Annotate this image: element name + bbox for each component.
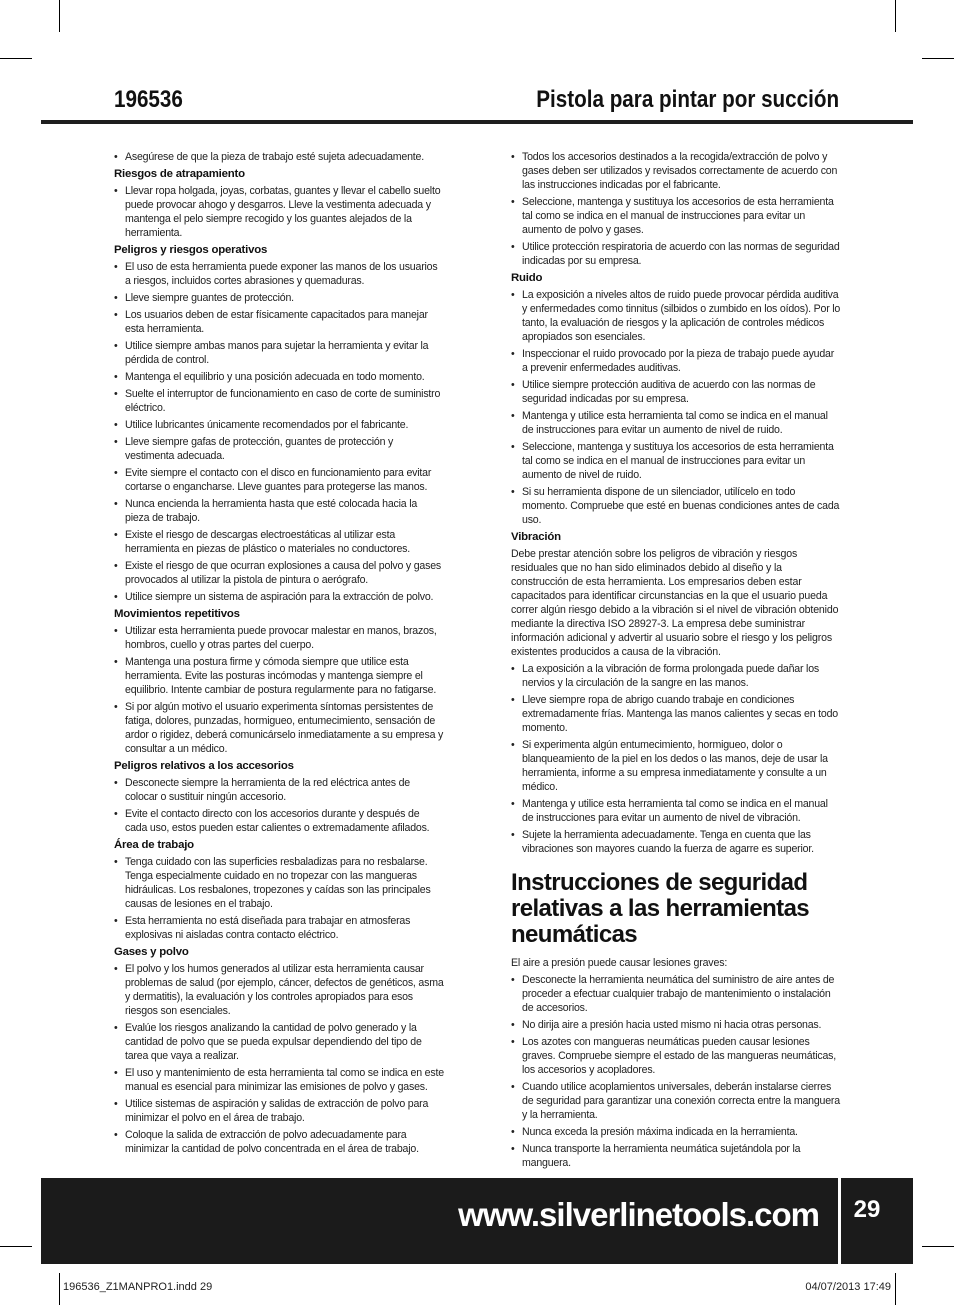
bullet-list bbox=[114, 624, 444, 756]
bullet-item: • Mantenga y utilice esta herramienta tal como se indica en el manual de instrucciones para evitar un aumento de nivel de vibración. bbox=[511, 797, 841, 825]
crop-mark bbox=[895, 0, 896, 32]
crop-mark bbox=[59, 0, 60, 32]
bullet-item: • Desconecte siempre la herramienta de la red eléctrica antes de colocar o sustituir ningún accesorio. bbox=[114, 776, 444, 804]
bullet-item: • Evite el contacto directo con los accesorios durante y después de cada uso, estos pueden estar calientes o extremadamente afilados. bbox=[114, 807, 444, 835]
bullet-item: • Desconecte la herramienta neumática del suministro de aire antes de proceder a efectuar cualquier trabajo de mantenimiento o instalación de accesorios. bbox=[511, 973, 841, 1015]
bullet-item: • La exposición a niveles altos de ruido puede provocar pérdida auditiva y enfermedades como tinnitus (silbidos o zumbido en los oídos). Por lo tanto, la evaluación de riesgos y la aplicación de controles médicos apropiados son esenciales. bbox=[511, 288, 841, 344]
bullet-item: • Si por algún motivo el usuario experimenta síntomas persistentes de fatiga, dolores, punzadas, hormigueo, entumecimiento, sensación de ardor o rigidez, deberá comunicárselo inmediatamente a su empresa y consultar a un médico. bbox=[114, 700, 444, 756]
slug-filename: 196536_Z1MANPRO1.indd 29 bbox=[63, 1281, 213, 1293]
bullet-list bbox=[511, 973, 841, 1170]
header-rule bbox=[41, 120, 913, 124]
bullet-item: • Coloque la salida de extracción de polvo adecuadamente para minimizar la cantidad de polvo concentrada en el área de trabajo. bbox=[114, 1128, 444, 1156]
crop-mark bbox=[59, 1273, 60, 1305]
bullet-item: • Esta herramienta no está diseñada para trabajar en atmosferas explosivas ni aisladas contra contacto eléctrico. bbox=[114, 914, 444, 942]
bullet-item: • Si su herramienta dispone de un silenciador, utilícelo en todo momento. Compruebe que esté en buenas condiciones antes de cada uso. bbox=[511, 485, 841, 527]
bullet-item: • Nunca exceda la presión máxima indicada en la herramienta. bbox=[511, 1125, 841, 1139]
bullet-list bbox=[114, 776, 444, 835]
bullet-item: • Utilice sistemas de aspiración y salidas de extracción de polvo para minimizar el polvo en el área de trabajo. bbox=[114, 1097, 444, 1125]
bullet-item: • Los usuarios deben de estar físicamente capacitados para manejar esta herramienta. bbox=[114, 308, 444, 336]
right-column bbox=[511, 150, 841, 1173]
section-title-large: Instrucciones de seguridad relativas a las herramientas neumáticas bbox=[511, 869, 810, 948]
slug-datetime: 04/07/2013 17:49 bbox=[805, 1281, 891, 1293]
bullet-item: • No dirija aire a presión hacia usted mismo ni hacia otras personas. bbox=[511, 1018, 841, 1032]
left-column bbox=[114, 150, 444, 1159]
crop-mark bbox=[922, 58, 954, 59]
bullet-item: • Evite siempre el contacto con el disco en funcionamiento para evitar cortarse o engancharse. Lleve guantes para protegerse las manos. bbox=[114, 466, 444, 494]
page-title: Pistola para pintar por succión bbox=[536, 86, 839, 113]
section-heading: Peligros y riesgos operativos bbox=[114, 244, 268, 256]
bullet-item: • El uso de esta herramienta puede exponer las manos de los usuarios a riesgos, incluidos cortes abrasiones y quemaduras. bbox=[114, 260, 444, 288]
paragraph: El aire a presión puede causar lesiones graves: bbox=[511, 957, 728, 969]
section-heading: Vibración bbox=[511, 531, 561, 543]
bullet-item: • Si experimenta algún entumecimiento, hormigueo, dolor o blanqueamiento de la piel en los dedos o las manos, deje de usar la herramienta, informe a su empresa inmediatamente y consulte a un médico. bbox=[511, 738, 841, 794]
bullet-item: • Mantenga el equilibrio y una posición adecuada en todo momento. bbox=[114, 370, 444, 384]
bullet-item: • Cuando utilice acoplamientos universales, deberán instalarse cierres de seguridad para garantizar una conexión correcta entre la manguera y la herramienta. bbox=[511, 1080, 841, 1122]
bullet-list bbox=[114, 855, 444, 942]
bullet-item: • Nunca transporte la herramienta neumática sujetándola por la manguera. bbox=[511, 1142, 841, 1170]
section-heading: Área de trabajo bbox=[114, 839, 194, 851]
bullet-item: • Llevar ropa holgada, joyas, corbatas, guantes y llevar el cabello suelto puede provocar ahogo y desgarros. Lleve la vestimenta adecuada y mantenga el pelo siempre recogido y los guantes alejados de la herramienta. bbox=[114, 184, 444, 240]
crop-mark bbox=[0, 1246, 32, 1247]
bullet-item: • El uso y mantenimiento de esta herramienta tal como se indica en este manual es esencial para minimizar las emisiones de polvo y gases. bbox=[114, 1066, 444, 1094]
bullet-item: • Seleccione, mantenga y sustituya los accesorios de esta herramienta tal como se indica en el manual de instrucciones para evitar un aumento de nivel de ruido. bbox=[511, 440, 841, 482]
bullet-list bbox=[511, 150, 841, 268]
bullet-item: • Suelte el interruptor de funcionamiento en caso de corte de suministro eléctrico. bbox=[114, 387, 444, 415]
bullet-item: • Los azotes con mangueras neumáticas pueden causar lesiones graves. Compruebe siempre el estado de las mangueras neumáticas, los accesorios y acopladores. bbox=[511, 1035, 841, 1077]
bullet-item: • Todos los accesorios destinados a la recogida/extracción de polvo y gases deben ser utilizados y revisados correctamente de acuerdo con las instrucciones indicadas por el fabricante. bbox=[511, 150, 841, 192]
crop-mark bbox=[895, 1273, 896, 1305]
bullet-item: • Lleve siempre ropa de abrigo cuando trabaje en condiciones extremadamente frías. Mantenga las manos calientes y secas en todo momento. bbox=[511, 693, 841, 735]
section-heading: Ruido bbox=[511, 272, 543, 284]
bullet-item: • Existe el riesgo de que ocurran explosiones a causa del polvo y gases provocados al utilizar la pistola de pintura o aerógrafo. bbox=[114, 559, 444, 587]
crop-mark bbox=[0, 58, 32, 59]
paragraph: Debe prestar atención sobre los peligros de vibración y riesgos residuales que no han sido eliminados debido al diseño y la construcción de esta herramienta. Los empresarios deben estar capacitados para identificar circunstancias en la que el usuario pueda correr algún riesgo debido a la vibración si el nivel de vibración obtenido mediante la directiva ISO 28927-3. La empresa debe suministrar información adicional y advertir al usuario sobre el riesgo y los peligros existentes producidos a causa de la vibración. bbox=[511, 548, 839, 658]
bullet-item: • Mantenga y utilice esta herramienta tal como se indica en el manual de instrucciones para evitar un aumento de nivel de ruido. bbox=[511, 409, 841, 437]
bullet-list bbox=[511, 662, 841, 856]
bullet-item: • Asegúrese de que la pieza de trabajo esté sujeta adecuadamente. bbox=[114, 150, 444, 164]
bullet-item: • Sujete la herramienta adecuadamente. Tenga en cuenta que las vibraciones son mayores cuando la fuerza de agarre es superior. bbox=[511, 828, 841, 856]
bullet-list bbox=[114, 150, 444, 164]
bullet-item: • Lleve siempre gafas de protección, guantes de protección y vestimenta adecuada. bbox=[114, 435, 444, 463]
bullet-item: • Mantenga una postura firme y cómoda siempre que utilice esta herramienta. Evite las posturas incómodas y mantenga siempre el equilibrio. Intente cambiar de postura regularmente para no fatigarse. bbox=[114, 655, 444, 697]
bullet-item: • Seleccione, mantenga y sustituya los accesorios de esta herramienta tal como se indica en el manual de instrucciones para evitar un aumento de polvo y gases. bbox=[511, 195, 841, 237]
section-heading: Gases y polvo bbox=[114, 946, 189, 958]
bullet-item: • Utilice protección respiratoria de acuerdo con las normas de seguridad indicadas por su empresa. bbox=[511, 240, 841, 268]
bullet-item: • Nunca encienda la herramienta hasta que esté colocada hacia la pieza de trabajo. bbox=[114, 497, 444, 525]
section-heading: Riesgos de atrapamiento bbox=[114, 168, 245, 180]
section-heading: Peligros relativos a los accesorios bbox=[114, 760, 294, 772]
crop-mark bbox=[922, 1246, 954, 1247]
bullet-list bbox=[114, 184, 444, 240]
product-code: 196536 bbox=[114, 86, 183, 113]
bullet-list bbox=[511, 288, 841, 527]
bullet-item: • Evalúe los riesgos analizando la cantidad de polvo generado y la cantidad de polvo que se pueda expulsar dependiendo del tipo de tarea que vaya a realizar. bbox=[114, 1021, 444, 1063]
section-heading: Movimientos repetitivos bbox=[114, 608, 240, 620]
bullet-item: • Utilice lubricantes únicamente recomendados por el fabricante. bbox=[114, 418, 444, 432]
bullet-item: • Existe el riesgo de descargas electroestáticas al utilizar esta herramienta en piezas de plástico o materiales no conductores. bbox=[114, 528, 444, 556]
bullet-item: • Utilice siempre ambas manos para sujetar la herramienta y evitar la pérdida de control. bbox=[114, 339, 444, 367]
bullet-item: • Lleve siempre guantes de protección. bbox=[114, 291, 444, 305]
bullet-item: • Inspeccionar el ruido provocado por la pieza de trabajo puede ayudar a prevenir enfermedades auditivas. bbox=[511, 347, 841, 375]
bullet-item: • Utilice siempre un sistema de aspiración para la extracción de polvo. bbox=[114, 590, 444, 604]
bullet-item: • Utilizar esta herramienta puede provocar malestar en manos, brazos, hombros, cuello y otras partes del cuerpo. bbox=[114, 624, 444, 652]
bullet-item: • Utilice siempre protección auditiva de acuerdo con las normas de seguridad indicadas por su empresa. bbox=[511, 378, 841, 406]
page-number: 29 bbox=[853, 1196, 881, 1223]
bullet-list bbox=[114, 962, 444, 1156]
bullet-item: • El polvo y los humos generados al utilizar esta herramienta causar problemas de salud (por ejemplo, cáncer, defectos de genéticos, asma y dermatitis), la evaluación y los controles apropiados para esos riesgos son esenciales. bbox=[114, 962, 444, 1018]
bullet-item: • La exposición a la vibración de forma prolongada puede dañar los nervios y la circulación de la sangre en las manos. bbox=[511, 662, 841, 690]
bullet-item: • Tenga cuidado con las superficies resbaladizas para no resbalarse. Tenga especialmente cuidado en no tropezar con las mangueras hidráulicas. Los resbalones, tropezones y caídas son las principales causas de lesiones en el trabajo. bbox=[114, 855, 444, 911]
website-url: www.silverlinetools.com bbox=[458, 1196, 819, 1233]
bullet-list bbox=[114, 260, 444, 604]
